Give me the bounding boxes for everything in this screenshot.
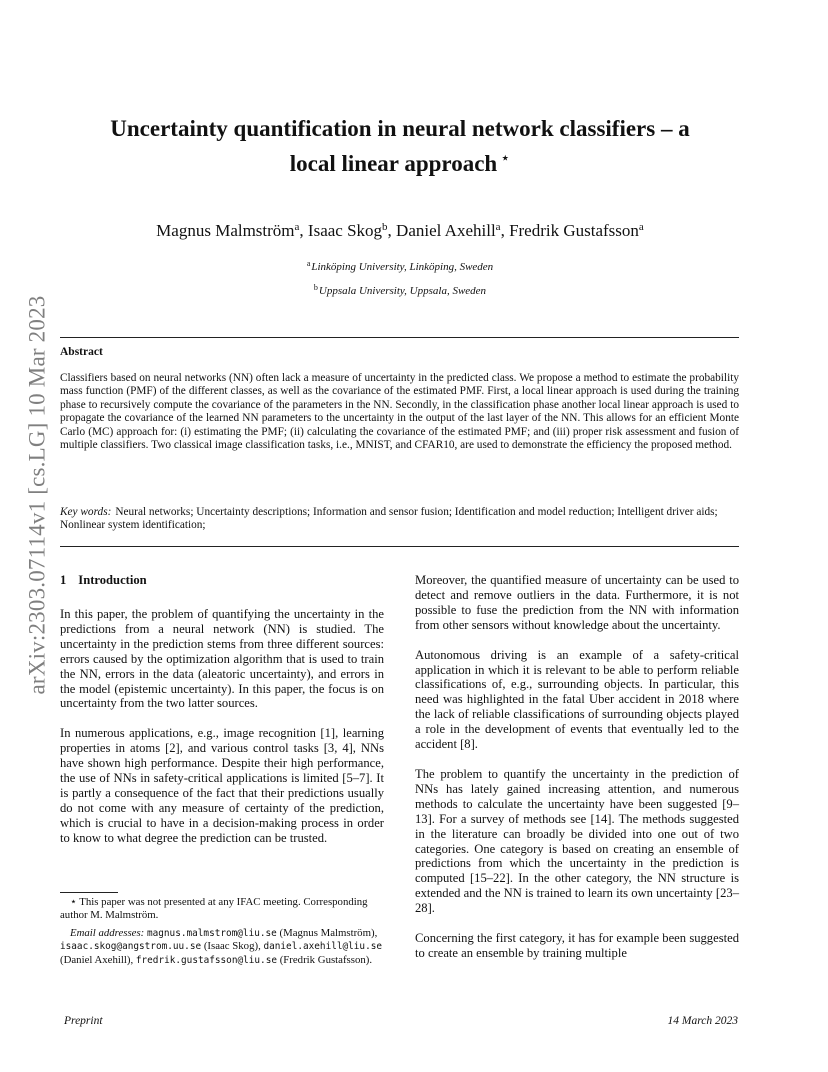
email-link[interactable]: isaac.skog@angstrom.uu.se	[60, 941, 202, 953]
email-owner: (Fredrik Gustafsson).	[279, 953, 373, 966]
abstract-heading: Abstract	[60, 346, 103, 358]
paragraph: In this paper, the problem of quantifying the uncertainty in the predictions from a neural network (NN) is studied. The uncertainty in the prediction stems from three different sources: errors caused by the optimization algorithm that is used to train the NN, errors in the data (aleatoric uncertainty), and errors in the model (epistemic uncertainty). In this paper, the focus is on uncertainty from the two latter sources.	[60, 607, 384, 711]
footer-date: 14 March 2023	[667, 1015, 738, 1027]
paragraph: Concerning the first category, it has for example been suggested to create an ensemble by training multiple	[415, 931, 739, 960]
abstract-text: Classifiers based on neural networks (NN) often lack a measure of uncertainty in the predicted class. We propose a method to estimate the probability mass function (PMF) of the different classes, as well as the covariance of the estimated PMF. First, a local linear approach is used during the training phase to recursively compute the covariance of the parameters in the NN. Secondly, in the classification phase another local linear approach is used to propagate the covariance of the learned NN parameters to the uncertainty in the output of the last layer of the NN. This allows for an efficient Monte Carlo (MC) approach for: (i) estimating the PMF; (ii) calculating the covariance of the estimated PMF; and (iii) proper risk assessment and fusion of multiple classifiers. Two classical image classification tasks, i.e., MNIST, and CFAR10, are used to demonstrate the efficiency the proposed method.	[60, 372, 739, 452]
footnote-text: This paper was not presented at any IFAC meeting. Corresponding author M. Malmström.	[60, 896, 368, 922]
affiliation	[60, 260, 740, 274]
section-title: Introduction	[78, 573, 147, 587]
footnote-emails	[60, 927, 384, 967]
email-owner: (Daniel Axehill),	[60, 953, 134, 966]
email-link[interactable]: magnus.malmstrom@liu.se	[146, 927, 277, 939]
arxiv-identifier	[22, 285, 52, 705]
keywords-label: Key words:	[60, 506, 112, 518]
paragraph: In numerous applications, e.g., image recognition [1], learning properties in atoms [2], and various control tasks [3, 4], NNs have shown high performance. Despite their high performance, the use of NNs in safety-critical applications is limited [5–7]. It is partly a consequence of the fact that their predictions usually do not come with any measure of certainty of the prediction, which is crucial to have in a decision-making process in order to know to what degree the prediction can be trusted.	[60, 726, 384, 845]
left-column	[60, 573, 384, 846]
arxiv-identifier-text: arXiv:2303.07114v1 [cs.LG] 10 Mar 2023	[24, 295, 49, 695]
author-name: Fredrik Gustafsson	[509, 221, 639, 240]
section-number: 1	[60, 573, 67, 587]
affiliation-text: Uppsala University, Uppsala, Sweden	[318, 285, 487, 297]
author-name: Daniel Axehill	[396, 221, 496, 240]
author-affil-mark: a	[638, 221, 644, 233]
affiliation-mark: a	[306, 259, 311, 268]
email-owner: (Magnus Malmström),	[279, 926, 378, 939]
section-heading	[60, 573, 384, 588]
keywords	[60, 506, 739, 533]
author-list: Magnus Malmström$^a$, Isaac Skog$^b$, Daniel Axehill$^a$, Fredrik Gustafsson$^a$	[156, 221, 644, 240]
footnotes	[60, 896, 384, 967]
footer-preprint: Preprint	[64, 1015, 103, 1027]
email-label: Email addresses:	[70, 926, 145, 939]
top-rule	[60, 337, 739, 338]
footnote	[60, 896, 384, 923]
email-link[interactable]: daniel.axehill@liu.se	[263, 941, 383, 953]
right-column	[415, 573, 739, 961]
paragraph: Autonomous driving is an example of a safety-critical application in which it is relevant to be able to perform reliable classifications of, e.g., surrounding objects. In particular, this need was highlighted in the fatal Uber accident in 2018 where the lack of reliable classifications of surrounding objects played a role in the development of events that eventually led to the accident [8].	[415, 647, 739, 752]
keywords-text: Neural networks; Uncertainty descriptions; Information and sensor fusion; Identification and model reduction; Intelligent driver aids; Nonlinear system identification;	[60, 506, 718, 532]
footnote-rule	[60, 892, 118, 893]
paragraph: Moreover, the quantified measure of uncertainty can be used to detect and remove outliers in the data. Furthermore, it is not possible to fuse the prediction from the NN with information from other sensors without knowledge about the uncertainty.	[415, 573, 739, 632]
author-affil-mark: a	[495, 221, 501, 233]
affiliation-mark: b	[313, 283, 318, 292]
author-name: Magnus Malmström	[156, 221, 295, 240]
paragraph: The problem to quantify the uncertainty in the prediction of NNs has lately gained increasing attention, and numerous methods to calculate the uncertainty have been suggested [9–13]. For a survey of methods see [14]. The methods suggested in the literature can broadly be divided into one out of two categories. One category is based on creating an ensemble of predictions from which the uncertainty in the prediction is computed [15–22]. In the other category, the NN structure is extended and the NN is trained to learn its own uncertainty [23–28].	[415, 766, 739, 916]
paper-title	[60, 114, 740, 179]
title-line-1: Uncertainty quantification in neural network classifiers – a	[110, 116, 690, 141]
footnote-marker: ⋆	[70, 896, 77, 908]
email-owner: (Isaac Skog),	[203, 940, 261, 953]
title-line-2	[60, 144, 740, 179]
title-star-marker: ⋆	[500, 150, 511, 167]
bottom-rule	[60, 546, 739, 547]
affiliation	[60, 284, 740, 298]
title-line-2-text: local linear approach	[289, 151, 498, 176]
author-affil-mark: a	[294, 221, 300, 233]
author-affil-mark: b	[382, 221, 388, 233]
affiliation-text: Linköping University, Linköping, Sweden	[311, 261, 494, 273]
author-name: Isaac Skog	[307, 221, 383, 240]
email-link[interactable]: fredrik.gustafsson@liu.se	[135, 954, 277, 966]
